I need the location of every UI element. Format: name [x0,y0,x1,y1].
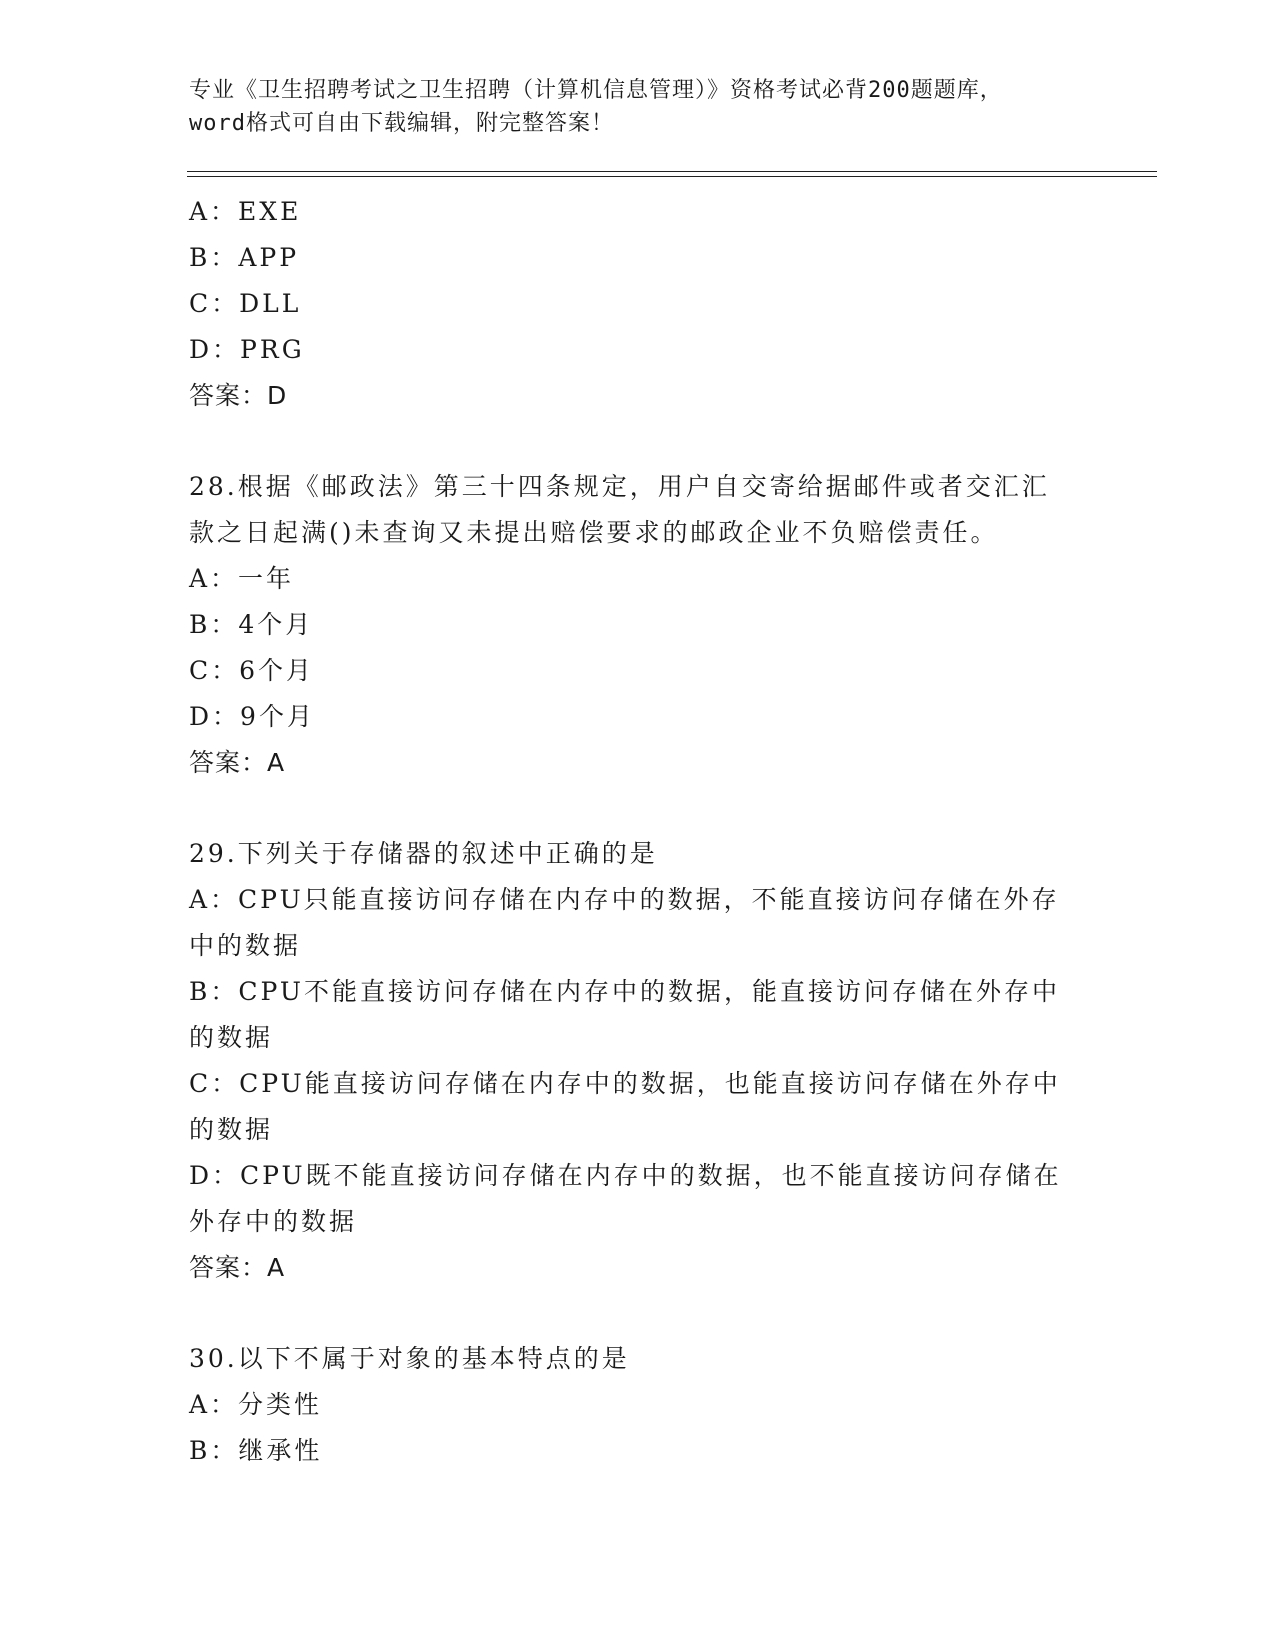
option-a: A：EXE [189,197,302,226]
question-text-line-1: 28.根据《邮政法》第三十四条规定，用户自交寄给据邮件或者交汇汇 [189,472,1050,501]
option-a-line-2: 中的数据 [189,931,302,960]
option-b: B：继承性 [189,1436,323,1465]
question-28 [189,464,1089,786]
option-d: D：PRG [189,335,305,364]
question-27-continued [189,189,1089,419]
question-text-line-2: 款之日起满()未查询又未提出赔偿要求的邮政企业不负赔偿责任。 [189,518,999,547]
header-line-1: 专业《卫生招聘考试之卫生招聘（计算机信息管理）》资格考试必背200题题库， [189,78,1003,103]
option-a: A：分类性 [189,1390,323,1419]
document-header [189,74,1089,140]
answer-label: 答案：D [189,381,288,410]
question-30 [189,1336,1089,1474]
question-text-line-1: 30.以下不属于对象的基本特点的是 [189,1344,630,1373]
option-c: C：6个月 [189,656,315,685]
question-text-line-1: 29.下列关于存储器的叙述中正确的是 [189,839,658,868]
spacer [189,1291,1089,1336]
option-d-line-2: 外存中的数据 [189,1207,358,1236]
option-b: B：APP [189,243,300,272]
answer-label: 答案：A [189,1253,286,1282]
spacer [189,786,1089,831]
header-rule-bottom [187,176,1157,177]
option-a: A：一年 [189,564,295,593]
question-29 [189,831,1089,1291]
option-c-line-2: 的数据 [189,1115,274,1144]
option-c: C：DLL [189,289,302,318]
header-line-2: word格式可自由下载编辑，附完整答案！ [189,111,614,136]
option-a-line-1: A：CPU只能直接访问存储在内存中的数据，不能直接访问存储在外存 [189,885,1060,914]
option-b: B：4个月 [189,610,314,639]
header-rule-top [187,171,1157,172]
option-b-line-1: B：CPU不能直接访问存储在内存中的数据，能直接访问存储在外存中 [189,977,1060,1006]
option-c-line-1: C：CPU能直接访问存储在内存中的数据，也能直接访问存储在外存中 [189,1069,1061,1098]
option-d: D：9个月 [189,702,315,731]
spacer [189,419,1089,464]
document-body [189,189,1089,1474]
option-d-line-1: D：CPU既不能直接访问存储在内存中的数据，也不能直接访问存储在 [189,1161,1062,1190]
option-b-line-2: 的数据 [189,1023,274,1052]
answer-label: 答案：A [189,748,286,777]
